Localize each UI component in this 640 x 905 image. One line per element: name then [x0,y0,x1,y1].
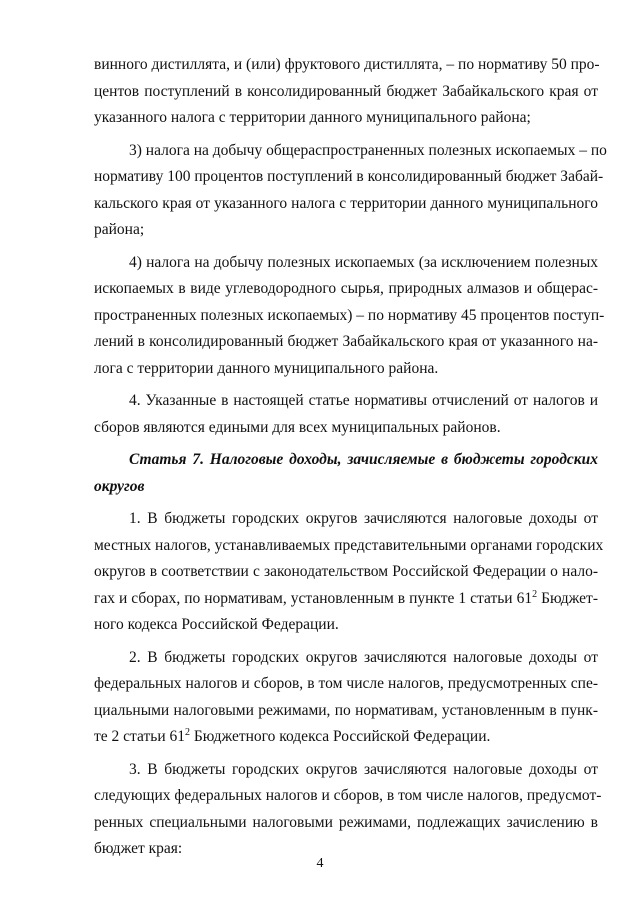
line-text: нормативу 100 процентов поступлений в консолидированный бюджет Забай- [94,168,604,185]
line-text: района; [94,221,145,238]
text-line [94,559,598,586]
line-text: ренных специальными налоговыми режимами, подлежащих зачислению в [94,813,598,831]
superscript: 2 [185,727,190,738]
line-text: 1. В бюджеты городских округов зачисляются налоговые доходы от [129,510,598,527]
text-line [94,329,598,356]
line-text: 3) налога на добычу общераспространенных полезных ископаемых – по [129,141,607,159]
text-line [94,698,598,725]
line-text: винного дистиллята, и (или) фруктового дистиллята, – по нормативу 50 про- [94,56,600,73]
text-line [94,612,598,639]
line-text: бюджет края: [94,840,183,857]
line-text: Статья 7. Налоговые доходы, зачисляемые в бюджеты городских [129,451,598,468]
text-line [94,586,598,613]
line-text: циальными налоговыми режимами, по нормативам, установленным в пунк- [94,701,598,719]
line-text: округов [94,477,145,495]
line-text: сборов являются едиными для всех муниципальных районов. [94,418,501,436]
text-line [94,164,604,191]
text-line [94,506,598,533]
body-text [94,52,607,863]
line-text: ископаемых в виде углеводородного сырья, природных алмазов и общерас- [94,280,598,297]
text-line [94,276,598,303]
text-line [94,217,598,244]
line-text: округов в соответствии с законодательством Российской Федерации о нало- [94,563,598,580]
line-text: 4) налога на добычу полезных ископаемых (за исключением полезных [129,253,598,271]
line-text: гах и сборах, по нормативам, установленным в пункте 1 статьи 61 [94,589,533,607]
superscript: 2 [532,588,538,600]
line-text: указанного налога с территории данного муниципального района; [94,109,531,126]
line-text: 2. В бюджеты городских округов зачисляются налоговые доходы от [129,648,598,666]
text-line [94,105,598,132]
text-line [94,191,598,218]
line-text: 4. Указанные в настоящей статье нормативы отчислений от налогов и [129,392,598,409]
text-line [94,645,598,672]
text-line [94,250,598,277]
text-line [94,356,598,383]
line-text: лога с территории данного муниципального района. [94,359,439,377]
text-line [94,138,607,165]
text-line [94,415,598,442]
text-line [94,724,598,751]
article-heading-line [94,474,598,501]
text-line [94,303,605,330]
article-heading-line [94,447,598,474]
line-text: те 2 статьи 61 [94,728,185,745]
text-line [94,79,598,106]
page-number: 4 [316,856,324,871]
line-text-tail: Бюджет- [537,589,598,607]
line-text: 3. В бюджеты городских округов зачисляются налоговые доходы от [129,760,598,778]
line-text-tail: Бюджетного кодекса Российской Федерации. [190,728,491,745]
line-text: пространенных полезных ископаемых) – по нормативу 45 процентов поступ- [94,306,605,324]
text-line [94,671,598,698]
line-text: местных налогов, устанавливаемых представительными органами городских [94,536,604,554]
line-text: ного кодекса Российской Федерации. [94,616,339,633]
line-text: следующих федеральных налогов и сборов, в том числе налогов, предусмот- [94,787,602,804]
line-text: лений в консолидированный бюджет Забайкальского края от указанного на- [94,333,598,350]
text-line [94,757,598,784]
text-line [94,533,604,560]
text-line [94,783,602,810]
text-line [94,388,598,415]
line-text: центов поступлений в консолидированный бюджет Забайкальского края от [94,82,598,100]
text-line [94,810,598,837]
line-text: федеральных налогов и сборов, в том числе налогов, предусмотренных спе- [94,675,598,692]
text-line [94,52,598,79]
line-text: кальского края от указанного налога с территории данного муниципального [94,194,598,212]
